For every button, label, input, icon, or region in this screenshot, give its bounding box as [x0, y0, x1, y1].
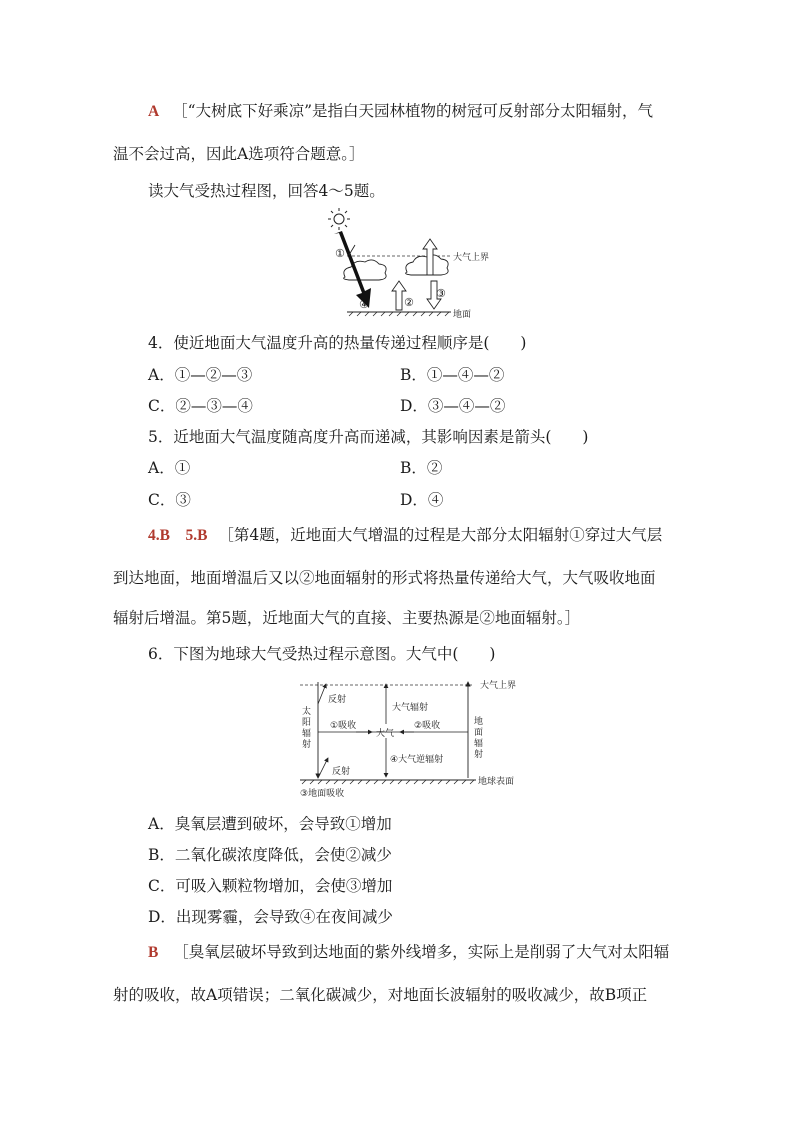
- label-4: ④: [359, 298, 369, 311]
- explanation-line-3: 辐射后增温。第5题，近地面大气的直接、主要热源是②地面辐射。］: [113, 609, 581, 627]
- q6-option-d[interactable]: D．出现雾霾，会导致④在夜间减少: [148, 908, 393, 926]
- atmosphere-label: 大气: [376, 729, 395, 739]
- explanation-line-1: ［臭氧层破坏导致到达地面的紫外线增多，实际上是削弱了大气对太阳辐: [173, 943, 670, 961]
- label-2: ②: [404, 296, 414, 309]
- counter-radiation-label: ④大气逆辐射: [390, 755, 444, 765]
- q5-option-a[interactable]: A．①: [148, 459, 191, 477]
- explanation-line-2: 温不会过高，因此A选项符合题意。］: [113, 145, 365, 163]
- intro-text: 读大气受热过程图，回答4～5题。: [148, 182, 385, 200]
- sun-icon: [328, 208, 350, 230]
- answer-letter: B: [148, 944, 159, 961]
- answer-letter: A: [148, 103, 160, 120]
- solar-radiation-label: 太阳辐射: [302, 707, 312, 750]
- answer-letters: 4.B 5.B: [148, 527, 208, 544]
- q5-option-d[interactable]: D．④: [400, 491, 444, 509]
- reflect-top-label: 反射: [328, 695, 347, 705]
- q4-option-b[interactable]: B．①—④—②: [400, 366, 505, 384]
- q4-option-c[interactable]: C．②—③—④: [148, 397, 253, 415]
- answer-block-4-5: [148, 524, 662, 547]
- reflect-bottom-label: 反射: [332, 767, 351, 777]
- ground-label: 地面: [453, 310, 472, 320]
- atmospheric-radiation-label: 大气辐射: [392, 703, 429, 713]
- question-5-stem: 5．近地面大气温度随高度升高而递减，其影响因素是箭头( ): [148, 428, 589, 446]
- answer-block-6: [148, 941, 669, 964]
- question-6-stem: 6．下图为地球大气受热过程示意图。大气中( ): [148, 645, 496, 663]
- q6-option-a[interactable]: A．臭氧层遭到破坏，会导致①增加: [148, 815, 392, 833]
- explanation-line-2: 射的吸收，故A项错误；二氧化碳减少，对地面长波辐射的吸收减少，故B项正: [113, 986, 648, 1004]
- cloud-left: [344, 260, 386, 280]
- explanation-line-2: 到达地面，地面增温后又以②地面辐射的形式将热量传递给大气，大气吸收地面: [113, 569, 656, 587]
- surface-label: 地球表面: [478, 777, 515, 787]
- answer-block-1: [148, 100, 653, 123]
- q6-option-c[interactable]: C．可吸入颗粒物增加，会使③增加: [148, 877, 393, 895]
- q6-option-b[interactable]: B．二氧化碳浓度降低，会使②减少: [148, 846, 392, 864]
- question-4-stem: 4．使近地面大气温度升高的热量传递过程顺序是( ): [148, 334, 527, 352]
- q4-option-a[interactable]: A．①—②—③: [148, 366, 253, 384]
- label-1: ①: [335, 247, 345, 260]
- upper-boundary-label: 大气上界: [480, 681, 517, 691]
- q5-option-c[interactable]: C．③: [148, 491, 191, 509]
- upper-boundary-label: 大气上界: [453, 253, 490, 263]
- explanation-line-1: ［“大树底下好乘凉”是指白天园林植物的树冠可反射部分太阳辐射，气: [172, 102, 653, 120]
- atmosphere-heating-diagram-1: [325, 205, 505, 323]
- ground-radiation-label: 地面辐射: [474, 717, 484, 760]
- q5-option-b[interactable]: B．②: [400, 459, 443, 477]
- explanation-line-1: ［第4题，近地面大气增温的过程是大部分太阳辐射①穿过大气层: [218, 526, 663, 544]
- absorb-1-label: ①吸收: [330, 721, 357, 731]
- atmosphere-heating-diagram-2: [296, 674, 534, 804]
- label-3: ③: [436, 287, 446, 300]
- absorb-2-label: ②吸收: [414, 721, 441, 731]
- ground-absorb-label: ③地面吸收: [300, 789, 345, 799]
- q4-option-d[interactable]: D．③—④—②: [400, 397, 506, 415]
